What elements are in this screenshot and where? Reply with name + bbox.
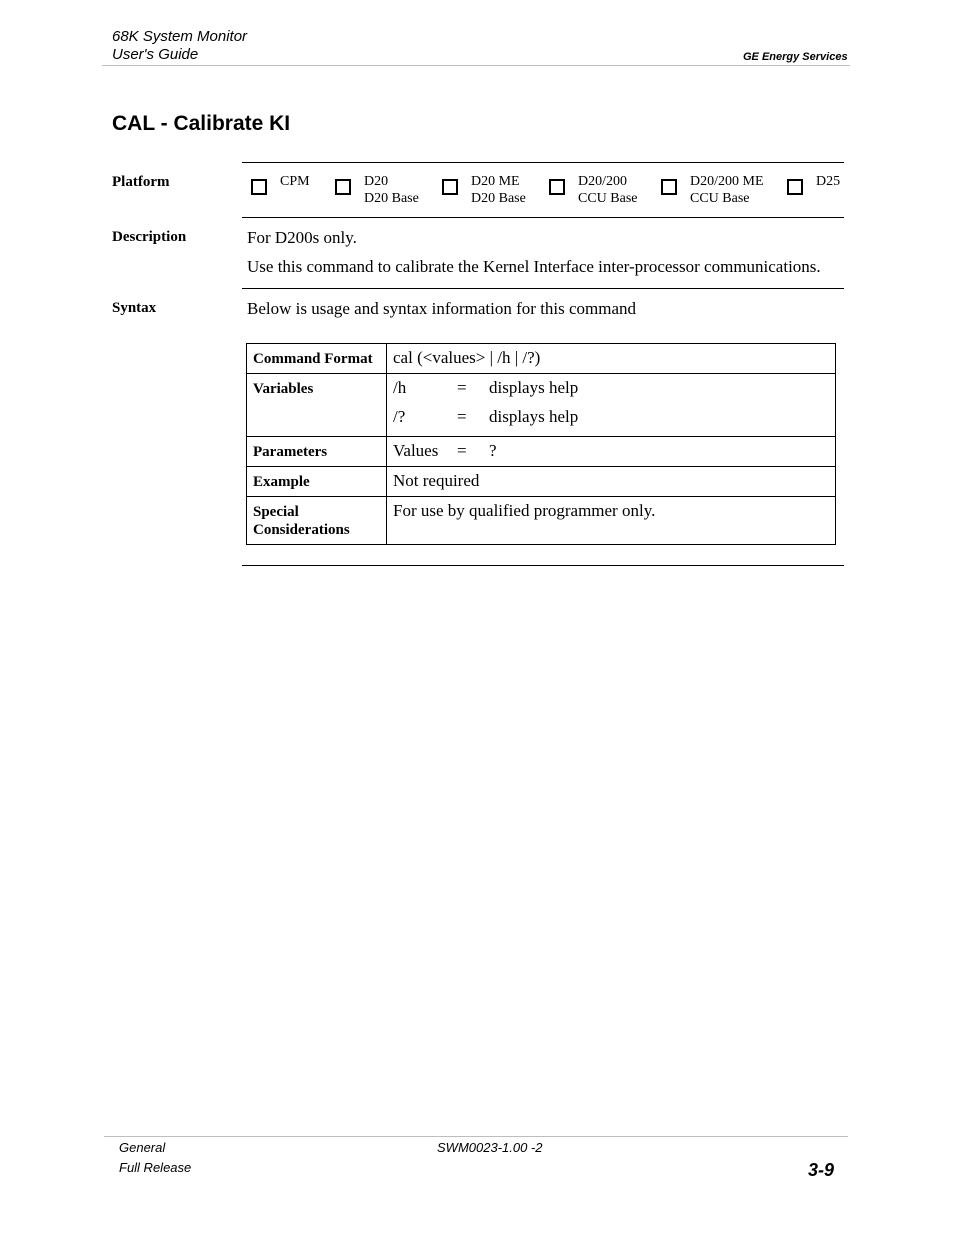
syntax-intro: Below is usage and syntax information for this command <box>247 299 637 318</box>
parameter-key: Values <box>393 441 439 460</box>
checkbox-d20-200 <box>549 179 565 195</box>
variable-key: /? <box>393 407 406 426</box>
special-label: Special Considerations <box>247 497 387 545</box>
description-label: Description <box>112 229 187 245</box>
header-rule <box>102 65 850 66</box>
example-label: Example <box>247 467 387 497</box>
checkbox-cpm <box>251 179 267 195</box>
page-number: 3-9 <box>808 1160 835 1180</box>
checkbox-d20 <box>335 179 351 195</box>
platform-bottom-rule <box>242 217 844 218</box>
parameter-value: ? <box>489 441 497 460</box>
platform-item-d25: D25 <box>816 174 841 189</box>
platform-item-cpm: CPM <box>280 174 310 189</box>
platform-item-d20-me: D20 ME D20 Base <box>471 174 526 206</box>
checkbox-d20-200-me <box>661 179 677 195</box>
platform-top-rule <box>242 162 844 163</box>
header-title <box>112 28 247 64</box>
platform-item-d20: D20 D20 Base <box>364 174 419 206</box>
syntax-label: Syntax <box>112 300 157 316</box>
header-line-1: 68K System Monitor <box>112 28 248 45</box>
variable-row-q <box>393 407 829 436</box>
variable-desc: displays help <box>489 378 579 397</box>
variables-label: Variables <box>247 374 387 437</box>
table-row-example <box>247 467 836 497</box>
platform-item-d20-200: D20/200 CCU Base <box>578 174 638 206</box>
footer-left-2: Full Release <box>119 1160 192 1175</box>
checkbox-d20-me <box>442 179 458 195</box>
variable-eq: = <box>457 407 467 426</box>
special-value: For use by qualified programmer only. <box>387 497 836 545</box>
command-format-label: Command Format <box>247 344 387 374</box>
variable-desc: displays help <box>489 407 579 426</box>
header-company: GE Energy Services <box>743 51 848 63</box>
syntax-table <box>246 343 836 545</box>
table-row-command-format <box>247 344 836 374</box>
variables-value <box>387 374 836 437</box>
example-value: Not required <box>387 467 836 497</box>
parameters-value <box>387 437 836 467</box>
parameter-eq: = <box>457 441 467 460</box>
footer-left-1: General <box>119 1140 166 1155</box>
variable-row-h <box>393 378 829 407</box>
checkbox-d25 <box>787 179 803 195</box>
platform-item-d20-200-me: D20/200 ME CCU Base <box>690 174 764 206</box>
variable-eq: = <box>457 378 467 397</box>
syntax-bottom-rule <box>242 565 844 566</box>
platform-label: Platform <box>112 174 170 190</box>
table-row-parameters <box>247 437 836 467</box>
parameters-label: Parameters <box>247 437 387 467</box>
header-line-2: User's Guide <box>112 46 199 63</box>
table-row-variables <box>247 374 836 437</box>
description-line-2: Use this command to calibrate the Kernel Interface inter-processor communications. <box>247 257 821 276</box>
description-bottom-rule <box>242 288 844 289</box>
footer-rule <box>104 1136 848 1137</box>
table-row-special <box>247 497 836 545</box>
page-title: CAL - Calibrate KI <box>112 112 291 135</box>
command-format-value: cal (<values> | /h | /?) <box>387 344 836 374</box>
variable-key: /h <box>393 378 407 397</box>
description-line-1: For D200s only. <box>247 228 357 247</box>
footer-doc-id: SWM0023-1.00 -2 <box>437 1140 543 1155</box>
